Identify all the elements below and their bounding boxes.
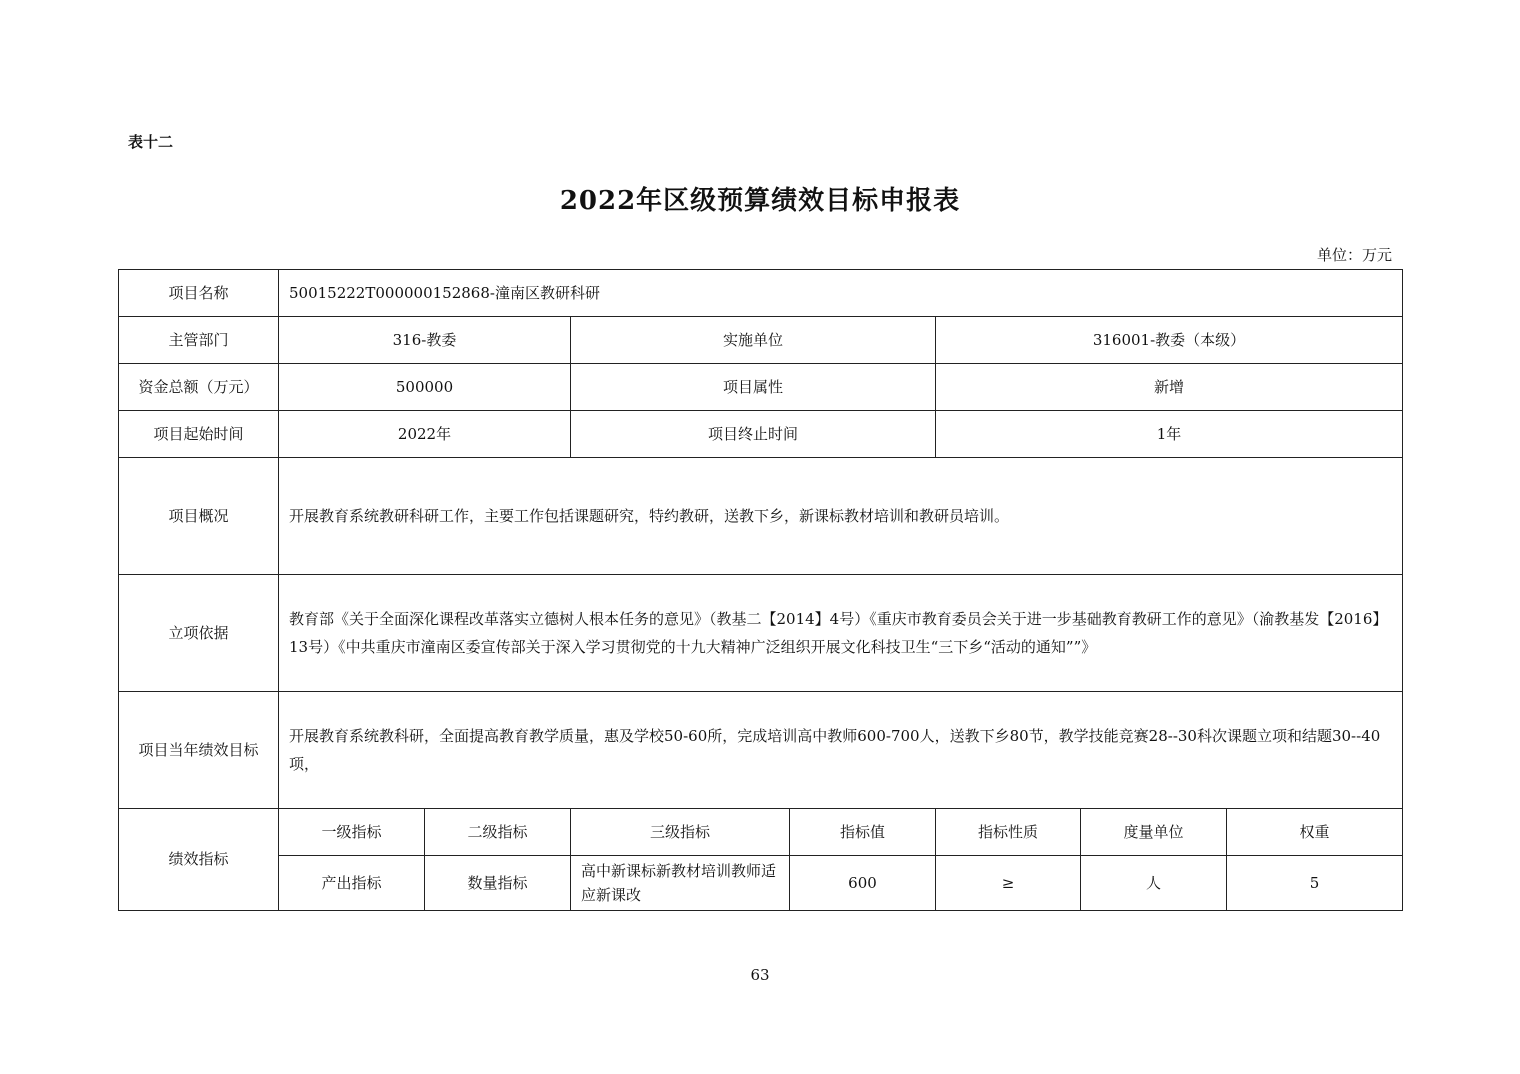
end-value: 1年 — [936, 411, 1403, 458]
indicator-header-cell: 二级指标 — [425, 809, 571, 856]
page-title: 2022年区级预算绩效目标申报表 — [559, 186, 961, 216]
page-number: 63 — [750, 966, 770, 984]
row-fund — [119, 364, 1403, 411]
dept-value: 316-教委 — [279, 317, 571, 364]
indicator-cell: 5 — [1227, 856, 1403, 911]
unit-label: 单位：万元 — [1316, 246, 1392, 264]
fund-label: 资金总额（万元） — [119, 364, 279, 411]
project-name-value: 50015222T000000152868-潼南区教研科研 — [279, 270, 1403, 317]
project-name-label: 项目名称 — [119, 270, 279, 317]
dept-label: 主管部门 — [119, 317, 279, 364]
table-number: 表十二 — [128, 133, 174, 151]
end-label: 项目终止时间 — [571, 411, 936, 458]
goal-value: 开展教育系统教科研，全面提高教育教学质量，惠及学校50-60所，完成培训高中教师600-700人，送教下乡80节，教学技能竞赛28--30科次课题立项和结题30--40项， — [279, 692, 1403, 809]
overview-value: 开展教育系统教研科研工作，主要工作包括课题研究，特约教研，送教下乡，新课标教材培训和教研员培训。 — [279, 458, 1403, 575]
row-goal — [119, 692, 1403, 809]
indicator-cell: 人 — [1081, 856, 1227, 911]
indicator-header-cell: 三级指标 — [571, 809, 790, 856]
row-overview — [119, 458, 1403, 575]
indicator-cell: ≥ — [936, 856, 1081, 911]
row-time — [119, 411, 1403, 458]
indicator-label: 绩效指标 — [119, 809, 279, 911]
indicator-header-cell: 一级指标 — [279, 809, 425, 856]
indicator-cell: 600 — [790, 856, 936, 911]
attr-label: 项目属性 — [571, 364, 936, 411]
indicator-cell: 数量指标 — [425, 856, 571, 911]
fund-value: 500000 — [279, 364, 571, 411]
row-project-name — [119, 270, 1403, 317]
row-basis — [119, 575, 1403, 692]
start-label: 项目起始时间 — [119, 411, 279, 458]
indicator-header-cell: 度量单位 — [1081, 809, 1227, 856]
impl-value: 316001-教委（本级） — [936, 317, 1403, 364]
goal-label: 项目当年绩效目标 — [119, 692, 279, 809]
budget-form-table — [118, 269, 1403, 911]
impl-label: 实施单位 — [571, 317, 936, 364]
indicator-cell: 产出指标 — [279, 856, 425, 911]
row-indicator-header — [119, 809, 1403, 856]
indicator-header-cell: 指标性质 — [936, 809, 1081, 856]
basis-value: 教育部《关于全面深化课程改革落实立德树人根本任务的意见》（教基二【2014】4号）《重庆市教育委员会关于进一步基础教育教研工作的意见》（渝教基发【2016】13号）《中共重庆市潼南区委宣传部关于深入学习贯彻党的十九大精神广泛组织开展文化科技卫生“三下乡“活动的通知””》 — [279, 575, 1403, 692]
row-department — [119, 317, 1403, 364]
basis-label: 立项依据 — [119, 575, 279, 692]
attr-value: 新增 — [936, 364, 1403, 411]
indicator-cell: 高中新课标新教材培训教师适应新课改 — [571, 856, 790, 911]
indicator-header-cell: 指标值 — [790, 809, 936, 856]
start-value: 2022年 — [279, 411, 571, 458]
indicator-header-cell: 权重 — [1227, 809, 1403, 856]
table-row — [119, 856, 1403, 911]
overview-label: 项目概况 — [119, 458, 279, 575]
